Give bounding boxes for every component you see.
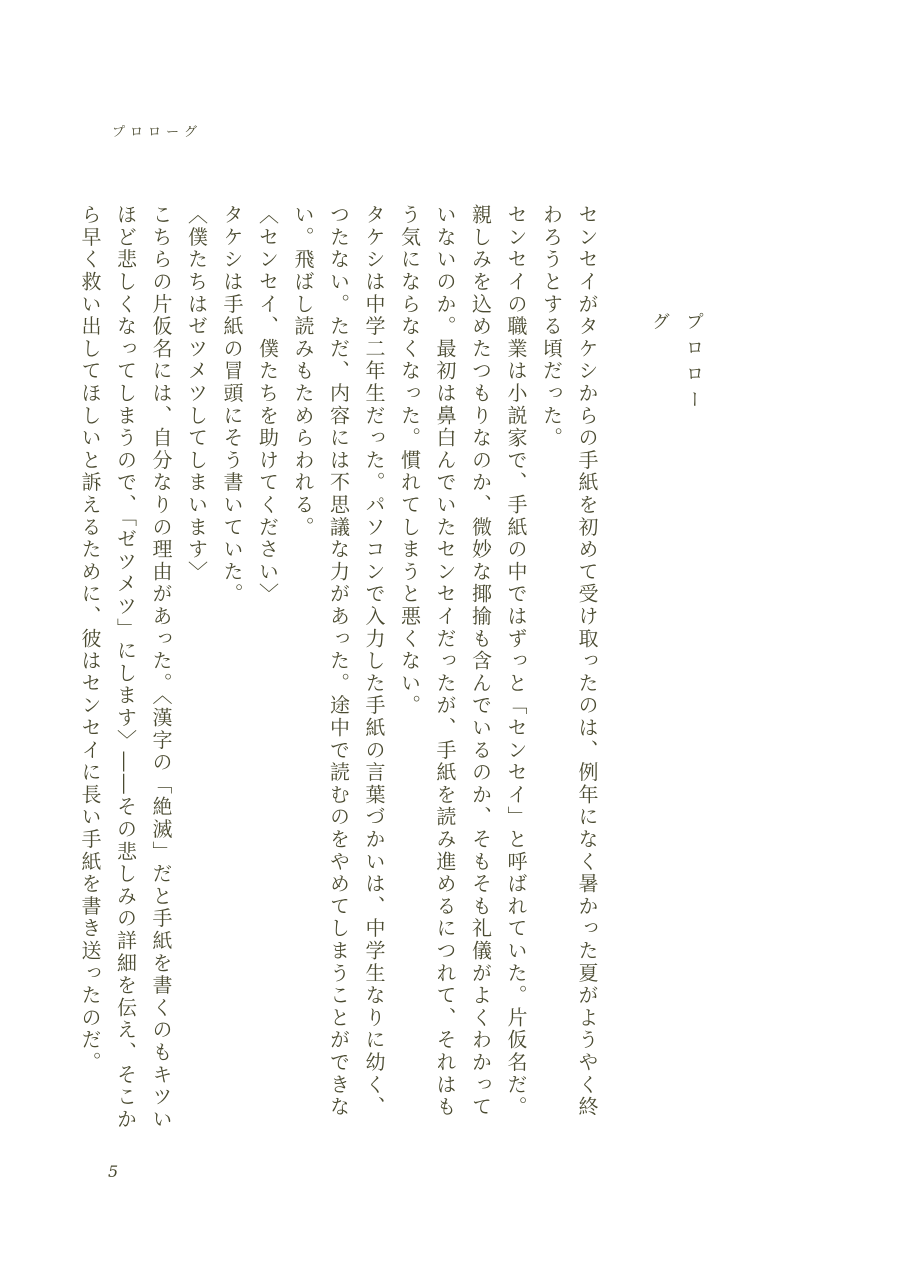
running-head: プロローグ bbox=[112, 125, 203, 140]
paragraph: こちらの片仮名には、自分なりの理由があった。〈漢字の「絶滅」だと手紙を書くのもキツいほど悲しくなってしまうので、「ゼツメツ」にします〉――その悲しみの詳細を伝え、そこから早く救い出してほしいと訴えるために、彼はセンセイに長い手紙を書き送ったのだ。 bbox=[78, 204, 173, 1131]
paragraph: センセイがタケシからの手紙を初めて受け取ったのは、例年になく暑かった夏がようやく終わろうとする頃だった。 bbox=[539, 204, 599, 1119]
paragraph: 〈僕たちはゼツメツしてしまいます〉 bbox=[184, 204, 209, 584]
paragraph: タケシは中学二年生だった。パソコンで入力した手紙の言葉づかいは、中学生なりに幼く、つたない。ただ、内容には不思議な力があった。途中で読むのをやめてしまうことができない。飛ばし読みもためらわれる。 bbox=[291, 204, 386, 1119]
page-number: 5 bbox=[108, 1162, 119, 1181]
body-text bbox=[78, 204, 604, 1139]
paragraph: センセイの職業は小説家で、手紙の中ではずっと「センセイ」と呼ばれていた。片仮名だ。親しみを込めたつもりなのか、微妙な揶揄も含んでいるのか、そもそも礼儀がよくわかっていないのか。最初は鼻白んでいたセンセイだったが、手紙を読み進めるにつれて、それはもう気にならなくなった。慣れてしまうと悪くない。 bbox=[397, 204, 528, 1119]
paragraph: タケシは手紙の冒頭にそう書いていた。 bbox=[220, 204, 244, 606]
paragraph: 〈センセイ、僕たちを助けてください〉 bbox=[255, 204, 280, 606]
chapter-title: プロローグ bbox=[649, 312, 704, 416]
